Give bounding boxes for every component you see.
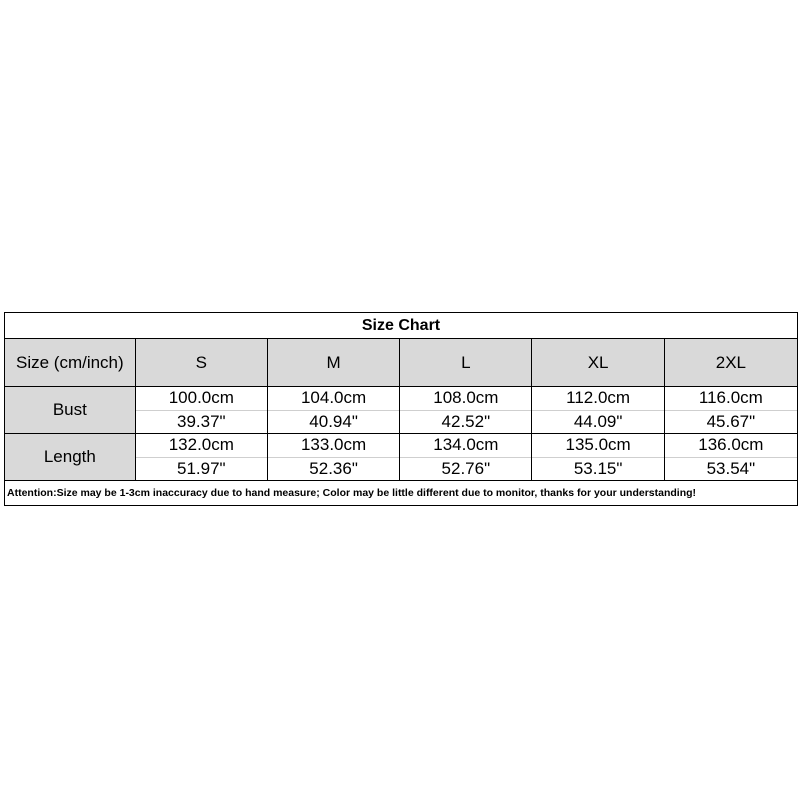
header-label: Size (cm/inch) [5,339,136,387]
bust-inch-2xl: 45.67" [706,411,756,431]
bust-cell-xl [532,387,664,434]
chart-title: Size Chart [5,313,797,339]
bust-inch-xl: 44.09" [573,411,623,431]
bust-cell-l [400,387,532,434]
length-cm-m: 133.0cm [268,434,399,458]
row-label-length: Length [5,434,136,481]
length-cm-s: 132.0cm [136,434,267,458]
attention-note: Attention:Size may be 1-3cm inaccuracy due to hand measure; Color may be little different due to monitor, thanks for your understanding! [7,486,697,499]
size-header-l: L [400,339,532,387]
row-label-bust: Bust [5,387,136,434]
bust-cell-2xl [665,387,797,434]
size-header-2xl: 2XL [665,339,797,387]
length-inch-xl: 53.15" [573,458,623,478]
length-cell-xl [532,434,664,481]
size-header-m: M [268,339,400,387]
length-inch-m: 52.36" [309,458,358,478]
bust-inch-l: 42.52" [441,411,491,431]
bust-cell-m [268,387,400,434]
length-cm-xl: 135.0cm [532,434,663,458]
length-row [5,434,797,481]
bust-inch-m: 40.94" [309,411,358,431]
bust-cm-2xl: 116.0cm [665,387,797,411]
bust-inch-s: 39.37" [177,411,226,431]
length-inch-l: 52.76" [441,458,491,478]
length-inch-s: 51.97" [177,458,226,478]
bust-cm-l: 108.0cm [400,387,531,411]
length-cell-2xl [665,434,797,481]
bust-cm-xl: 112.0cm [532,387,663,411]
length-cell-l [400,434,532,481]
bust-row [5,387,797,434]
bust-cm-s: 100.0cm [136,387,267,411]
length-cell-m [268,434,400,481]
length-cell-s [136,434,268,481]
length-cm-l: 134.0cm [400,434,531,458]
header-row [5,339,797,387]
size-chart-table [4,312,798,506]
size-header-xl: XL [532,339,664,387]
size-header-s: S [136,339,268,387]
length-cm-2xl: 136.0cm [665,434,797,458]
bust-cell-s [136,387,268,434]
bust-cm-m: 104.0cm [268,387,399,411]
length-inch-2xl: 53.54" [706,458,756,478]
size-grid [5,339,797,481]
